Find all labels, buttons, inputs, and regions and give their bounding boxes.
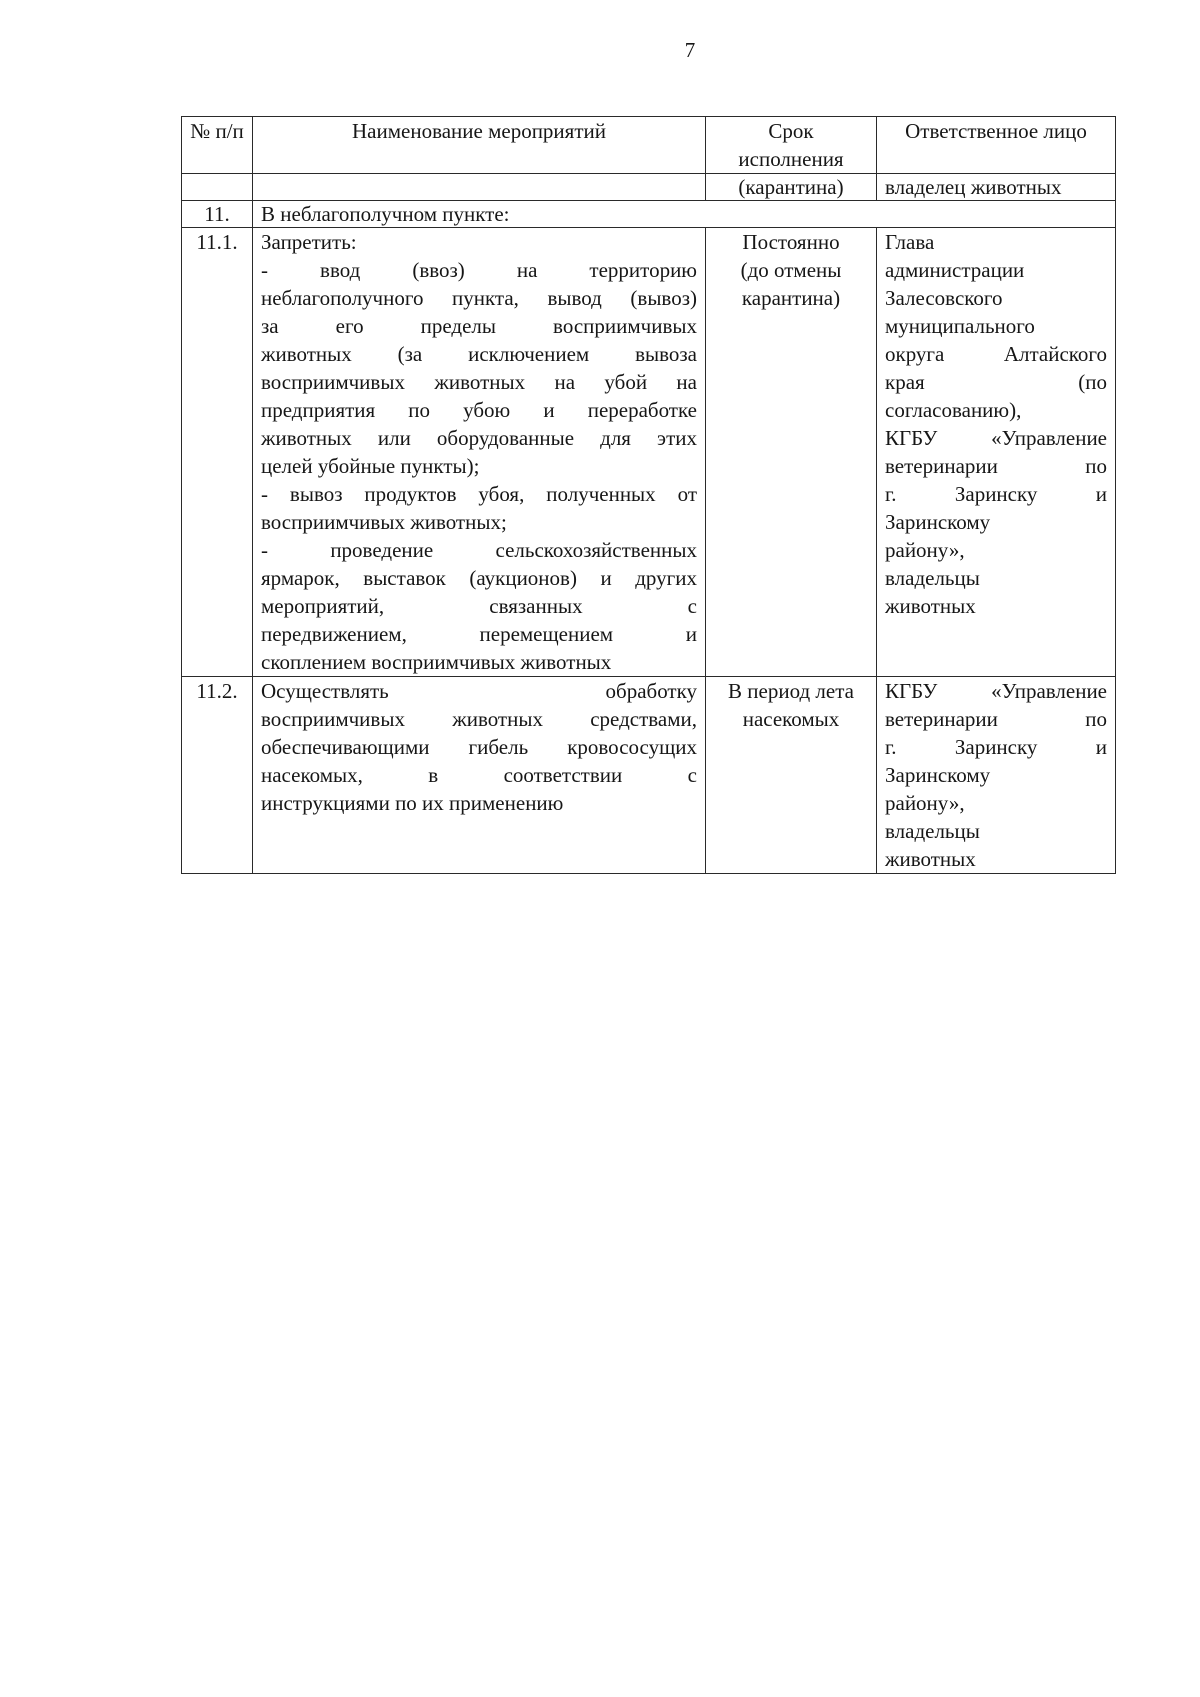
continuation-row	[182, 174, 1116, 201]
responsible-line: г. Заринску и	[885, 735, 1107, 759]
responsible-line: г. Заринску и	[885, 482, 1107, 506]
term-line: (до отмены	[740, 258, 842, 282]
term-line: Постоянно	[742, 230, 840, 254]
row-term	[706, 228, 877, 677]
section-title: В неблагополучном пункте:	[253, 201, 1116, 228]
responsible-line: муниципального	[885, 314, 1035, 338]
activity-line: обеспечивающими гибель кровососущих	[261, 735, 697, 759]
row-activity	[253, 677, 706, 874]
activity-line: восприимчивых животных средствами,	[261, 707, 697, 731]
activity-line: животных (за исключением вывоза	[261, 342, 697, 366]
activity-line: - проведение сельскохозяйственных	[261, 538, 697, 562]
activity-line: целей убойные пункты);	[261, 454, 480, 478]
measures-table	[181, 116, 1116, 874]
responsible-line: владельцы	[885, 819, 980, 843]
activity-line: - вывоз продуктов убоя, полученных от	[261, 482, 697, 506]
responsible-line: животных	[885, 594, 976, 618]
section-row	[182, 201, 1116, 228]
responsible-line: владельцы	[885, 566, 980, 590]
activity-line: мероприятий, связанных с	[261, 594, 697, 618]
term-line: В период лета	[728, 679, 854, 703]
row-term	[706, 677, 877, 874]
responsible-line: края (по	[885, 370, 1107, 394]
responsible-line: Залесовского	[885, 286, 1003, 310]
activity-line: насекомых, в соответствии с	[261, 763, 697, 787]
activity-line: восприимчивых животных на убой на	[261, 370, 697, 394]
continuation-responsible: владелец животных	[877, 174, 1116, 201]
responsible-line: животных	[885, 847, 976, 871]
responsible-line: администрации	[885, 258, 1025, 282]
activity-line: Запретить:	[261, 230, 357, 254]
activity-line: инструкциями по их применению	[261, 791, 564, 815]
responsible-line: округа Алтайского	[885, 342, 1107, 366]
responsible-line: КГБУ «Управление	[885, 679, 1107, 703]
responsible-line: Глава	[885, 230, 935, 254]
responsible-line: КГБУ «Управление	[885, 426, 1107, 450]
header-activity: Наименование мероприятий	[253, 117, 706, 174]
activity-line: передвижением, перемещением и	[261, 622, 697, 646]
responsible-line: ветеринарии по	[885, 707, 1107, 731]
term-line: насекомых	[742, 707, 840, 731]
activity-line: ярмарок, выставок (аукционов) и других	[261, 566, 697, 590]
page-number: 7	[684, 38, 696, 62]
table-header-row	[182, 117, 1116, 174]
responsible-line: Заринскому	[885, 763, 991, 787]
table-row	[182, 677, 1116, 874]
activity-line: Осуществлять обработку	[261, 679, 697, 703]
continuation-term: (карантина)	[706, 174, 877, 201]
responsible-line: согласованию),	[885, 398, 1022, 422]
activity-line: - ввод (ввоз) на территорию	[261, 258, 697, 282]
activity-line: животных или оборудованные для этих	[261, 426, 697, 450]
header-responsible: Ответственное лицо	[877, 117, 1116, 174]
row-responsible	[877, 677, 1116, 874]
responsible-line: ветеринарии по	[885, 454, 1107, 478]
activity-line: восприимчивых животных;	[261, 510, 507, 534]
continuation-activity	[253, 174, 706, 201]
section-num: 11.	[182, 201, 253, 228]
responsible-line: району»,	[885, 791, 965, 815]
responsible-line: Заринскому	[885, 510, 991, 534]
term-line: карантина)	[741, 286, 841, 310]
table-row	[182, 228, 1116, 677]
row-responsible	[877, 228, 1116, 677]
activity-line: скоплением восприимчивых животных	[261, 650, 612, 674]
row-num: 11.2.	[182, 677, 253, 874]
row-num: 11.1.	[182, 228, 253, 677]
responsible-line: району»,	[885, 538, 965, 562]
continuation-num	[182, 174, 253, 201]
header-term: Срок исполнения	[706, 117, 877, 174]
activity-line: неблагополучного пункта, вывод (вывоз)	[261, 286, 697, 310]
row-activity	[253, 228, 706, 677]
header-num: № п/п	[182, 117, 253, 174]
activity-line: предприятия по убою и переработке	[261, 398, 697, 422]
activity-line: за его пределы восприимчивых	[261, 314, 697, 338]
